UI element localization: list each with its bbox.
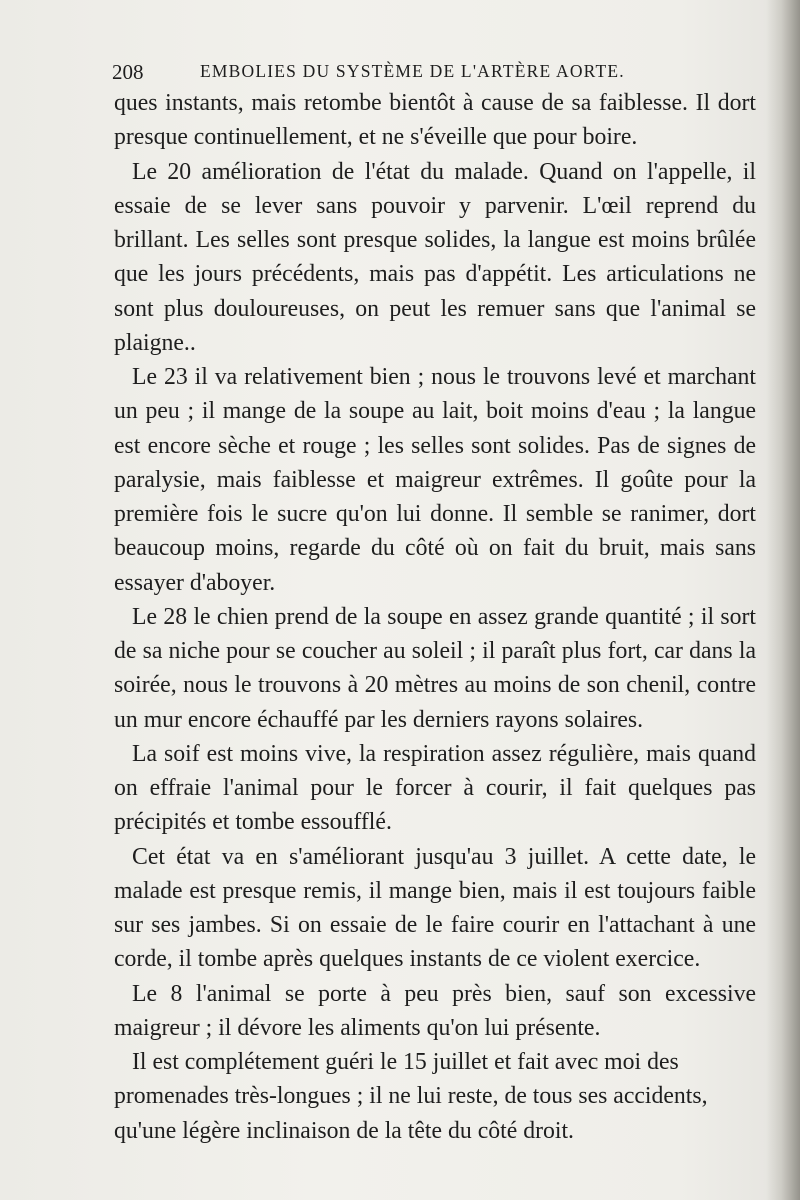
paragraph: Le 8 l'animal se porte à peu près bien, sauf son excessive maigreur ; il dévore les aliments qu'on lui présente. (114, 980, 756, 1041)
paragraph: ques instants, mais retombe bientôt à cause de sa faiblesse. Il dort presque continuellement, et ne s'éveille que pour boire. (114, 90, 756, 151)
running-title: EMBOLIES DU SYSTÈME DE L'ARTÈRE AORTE. (200, 61, 625, 81)
page-number: 208 (112, 60, 144, 84)
paragraph: Cet état va en s'améliorant jusqu'au 3 juillet. A cette date, le malade est presque remis, il mange bien, mais il est toujours faible sur ses jambes. Si on essaie de le faire courir en l'attachant à une corde, il tombe après quelques instants de ce violent exercice. (114, 843, 756, 973)
paragraph: Le 28 le chien prend de la soupe en assez grande quantité ; il sort de sa niche pour se coucher au soleil ; il paraît plus fort, car dans la soirée, nous le trouvons à 20 mètres au moins de son chenil, contre un mur encore échauffé par les derniers rayons solaires. (114, 603, 756, 733)
paragraph: Il est complétement guéri le 15 juillet et fait avec moi des promenades très-longues ; il ne lui reste, de tous ses accidents, qu'une légère inclinaison de la tête du côté droit. (114, 1049, 708, 1144)
paragraph: Le 23 il va relativement bien ; nous le trouvons levé et marchant un peu ; il mange de la soupe au lait, boit moins d'eau ; la langue est encore sèche et rouge ; les selles sont solides. Pas de signes de paralysie, mais faiblesse et maigreur extrêmes. Il goûte pour la première fois le sucre qu'on lui donne. Il semble se ranimer, dort beaucoup moins, regarde du côté où on fait du bruit, mais sans essayer d'aboyer. (114, 364, 756, 596)
binding-shadow (766, 0, 800, 1200)
paragraph: La soif est moins vive, la respiration assez régulière, mais quand on effraie l'animal pour le forcer à courir, il fait quelques pas précipités et tombe essoufflé. (114, 740, 756, 836)
body-text (114, 86, 756, 1148)
page-header (112, 60, 752, 88)
paragraph: Le 20 amélioration de l'état du malade. Quand on l'appelle, il essaie de se lever sans pouvoir y parvenir. L'œil reprend du brillant. Les selles sont presque solides, la langue est moins brûlée que les jours précédents, mais pas d'appétit. Les articulations ne sont plus douloureuses, on peut les remuer sans que l'animal se plaigne.. (114, 158, 756, 356)
